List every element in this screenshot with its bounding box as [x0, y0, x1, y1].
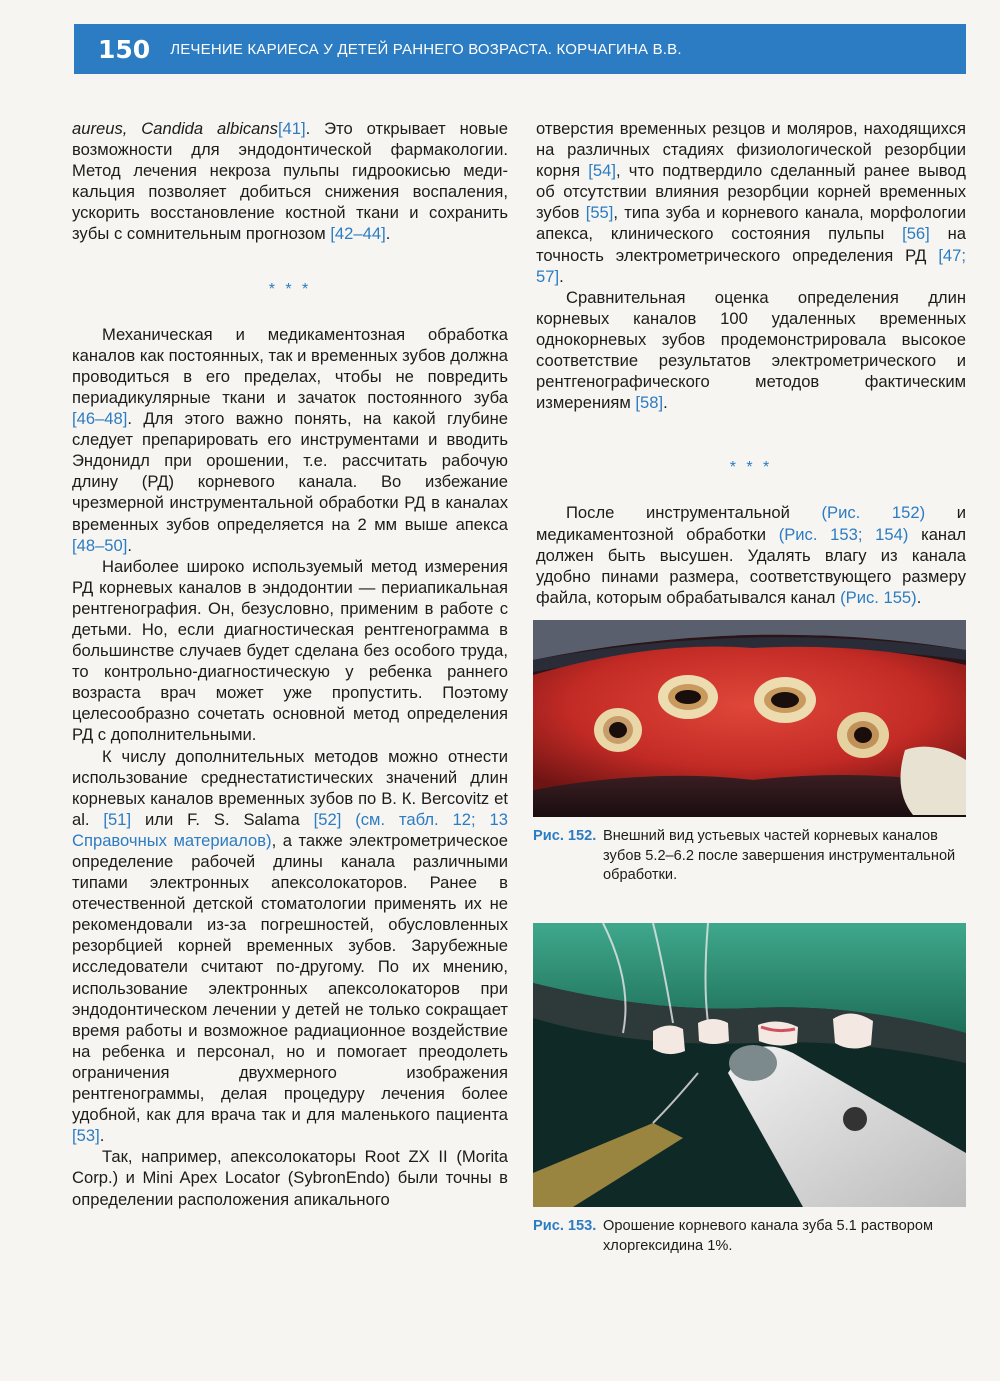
- caption-text: Внешний вид устьевых частей корневых каналов зубов 5.2–6.2 после завершения инструментальной обработки.: [603, 828, 956, 883]
- citation-link[interactable]: [56]: [902, 224, 930, 244]
- section-separator: * * *: [268, 280, 312, 298]
- citation-link[interactable]: [55]: [585, 203, 614, 223]
- text: .: [663, 393, 668, 413]
- text: После инструментальной: [566, 503, 822, 523]
- page-number: 150: [98, 34, 151, 64]
- figure-label: Рис. 152.: [533, 828, 597, 844]
- text: .: [916, 587, 922, 607]
- paragraph: [536, 502, 966, 607]
- text: или F. S. Salama: [131, 809, 314, 829]
- citation-link[interactable]: [53]: [72, 1126, 100, 1146]
- left-column: [72, 118, 508, 1210]
- section-separator: * * *: [729, 459, 773, 477]
- text: , а также электрометрическое определение рабочей длины канала различными типами электронных апексолокаторов. Ранее в отечественной детской стоматологии применять их не рекомендовали из-за погрешностей, обусловленных резорбцией корней временных зубов. Зарубежные исследователи считают по-другому. По их мнению, использование электронных апексолокаторов при эндодонтическом лечении у детей не только сокращает время работы и возможное радиационное воздействие на ребенка и персонал, но и помогает преодолеть ограничения двухмерного изображения рентгенограммы, делая процедуру лечения более удобной, как для врача так и для маленького пациента: [72, 830, 508, 1125]
- table-reference-link[interactable]: (см. табл. 12; 13 Справочных материалов): [72, 809, 508, 850]
- citation-link[interactable]: [52]: [313, 809, 342, 829]
- paragraph: [536, 118, 966, 287]
- paragraph: Наиболее широко используемый метод измерения РД корневых каналов в эндодонтии — периапикальная рентгенография. Он, безусловно, применим в работе с детьми. Но, если диагностическая рентгенограмма в большинстве случаев будет сделана без особого труда, то контрольно-диагностическую у ребенка раннего возраста врач может уже пропустить. Поэтому целесообразно сочетать основной метод определения РД с дополнительными.: [72, 556, 508, 745]
- text: отверстия временных резцов и моляров, находящихся на различных стадиях физиологической резорбции корня: [536, 119, 966, 181]
- figure-153: [533, 923, 966, 1256]
- figure-reference-link[interactable]: (Рис. 155): [840, 587, 917, 607]
- citation-link[interactable]: [48–50]: [72, 535, 128, 555]
- figure-reference-link[interactable]: (Рис. 152): [821, 503, 926, 523]
- right-column: [536, 118, 966, 608]
- figure-152: [533, 620, 966, 886]
- figure-label: Рис. 153.: [533, 1218, 597, 1234]
- teeth-root-canals-image: [533, 620, 966, 817]
- figure-153-caption: [533, 1217, 966, 1256]
- citation-link[interactable]: [41]: [277, 119, 306, 138]
- text: К числу дополнительных методов можно отнести использование среднестатистических значений длин корневых каналов временных зубов по В. К. Bercovitz et al.: [72, 746, 508, 829]
- text: . Для этого важно понять, на какой глубине следует препарировать его инструментами и вводить Эндонидл при орошении, т.е. рассчитать рабочую длину (РД) корневого канала. Во избежание чрезмерной инструментальной обработки РД в каналах временных зубов определяется на 2 мм выше апекса: [72, 409, 508, 534]
- citation-link[interactable]: [47; 57]: [536, 245, 966, 286]
- text: . Это открывает новые возможности для эндодонтической фармакологии. Метод лечения некроза пульпы гидроокисью меди-кальция позволяет добиться снижения воспаления, ускорить восстановление костной ткани и сохранить зубы с сомнительным прогнозом: [72, 119, 509, 244]
- figure-153-photo: [533, 923, 966, 1207]
- caption-text: Орошение корневого канала зуба 5.1 раствором хлоргексидина 1%.: [603, 1218, 934, 1254]
- paragraph: [72, 118, 508, 245]
- citation-link[interactable]: [58]: [635, 393, 664, 413]
- text: , что подтвердило сделанный ранее вывод об отсутствии влияния резорбции корней временных зубов: [536, 161, 966, 223]
- paragraph: [536, 287, 966, 414]
- text: и медикаментозной обработки: [536, 503, 967, 544]
- text: .: [385, 224, 391, 244]
- citation-link[interactable]: [42–44]: [330, 224, 386, 244]
- irrigation-procedure-image: [533, 923, 966, 1207]
- text: Сравнительная оценка определения длин корневых каналов 100 удаленных временных однокорневых зубов продемонстрировала высокое соответствие результатов электрометрического и рентгенографического методов фактическим измерениям: [536, 287, 966, 413]
- figure-reference-link[interactable]: (Рис. 153; 154): [778, 524, 909, 544]
- text: .: [127, 535, 132, 555]
- figure-152-caption: [533, 827, 966, 886]
- citation-link[interactable]: [51]: [103, 809, 132, 829]
- citation-link[interactable]: [46–48]: [72, 409, 128, 429]
- running-header: [74, 24, 966, 74]
- figure-152-photo: [533, 620, 966, 817]
- text: на точность электрометрического определения РД: [536, 224, 966, 265]
- paragraph: Так, например, апексолокаторы Root ZX II (Morita Corp.) и Mini Apex Locator (SybronEndo) были точны в определении расположения апикального: [72, 1147, 508, 1209]
- italic-text: aureus, Candida albicans: [72, 119, 278, 138]
- running-title: ЛЕЧЕНИЕ КАРИЕСА У ДЕТЕЙ РАННЕГО ВОЗРАСТА. КОРЧАГИНА В.В.: [170, 40, 682, 58]
- text: , типа зуба и корневого канала, морфологии апекса, клинического состояния пульпы: [536, 203, 966, 244]
- text: .: [559, 266, 564, 286]
- paragraph: [72, 324, 508, 556]
- citation-link[interactable]: [54]: [588, 161, 616, 181]
- text: канал должен быть высушен. Удалять влагу из канала удобно пинами размера, соответствующего размеру файла, которым обрабатывался канал: [536, 524, 967, 607]
- paragraph: [72, 746, 508, 1147]
- text: Механическая и медикаментозная обработка каналов как постоянных, так и временных зубов должна проводиться в его пределах, чтобы не повредить периадикулярные ткани и зачаток постоянного зуба: [72, 324, 508, 407]
- text: .: [99, 1126, 105, 1146]
